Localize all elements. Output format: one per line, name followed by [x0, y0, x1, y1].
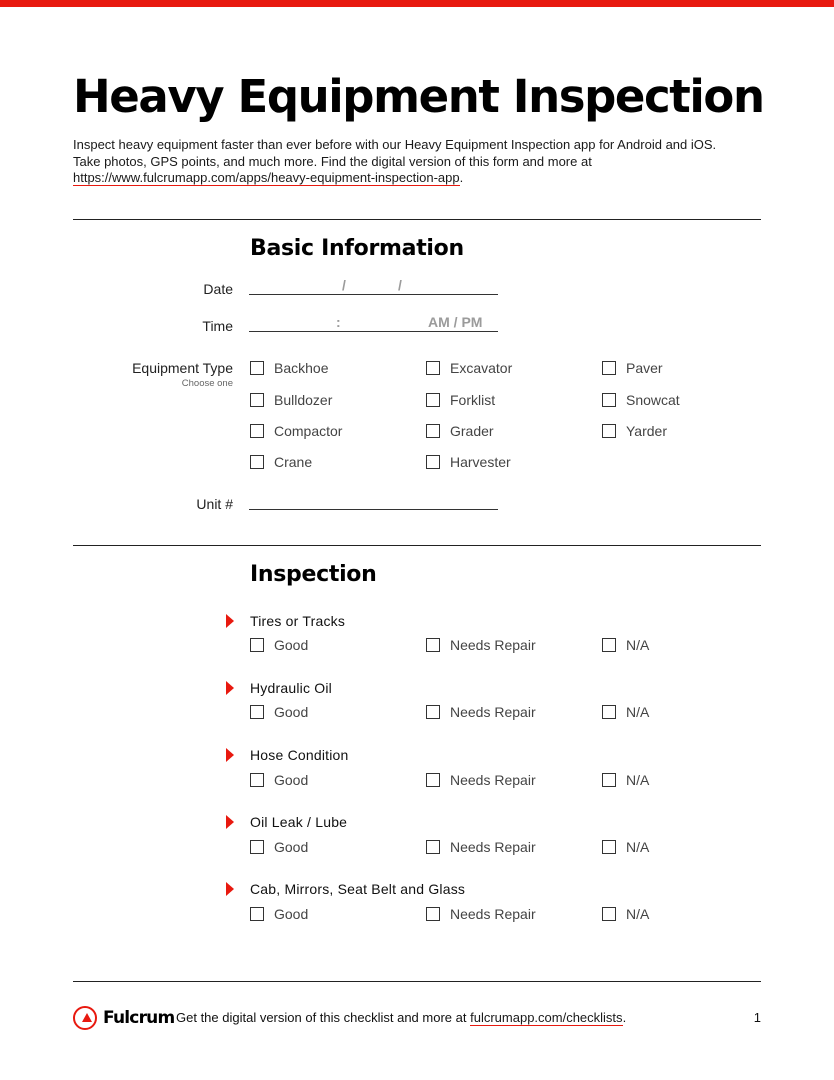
unit-label: Unit #	[196, 496, 233, 512]
app-link[interactable]: https://www.fulcrumapp.com/apps/heavy-equipment-inspection-app	[73, 170, 460, 185]
checkbox[interactable]	[250, 455, 264, 469]
checkbox[interactable]	[250, 840, 264, 854]
checkbox[interactable]	[602, 773, 616, 787]
checkbox[interactable]	[602, 361, 616, 375]
checkbox[interactable]	[602, 907, 616, 921]
date-field[interactable]	[249, 294, 498, 295]
checkbox[interactable]	[426, 424, 440, 438]
top-accent-bar	[0, 0, 834, 7]
checkbox[interactable]	[250, 361, 264, 375]
date-separator: /	[398, 277, 402, 293]
time-separator: :	[336, 314, 341, 330]
bullet-arrow-icon	[226, 614, 234, 628]
checkbox[interactable]	[250, 705, 264, 719]
date-label: Date	[203, 281, 233, 297]
page-number: 1	[753, 1010, 761, 1025]
page-title: Heavy Equipment Inspection	[73, 70, 764, 123]
checkbox[interactable]	[602, 840, 616, 854]
checkbox[interactable]	[426, 907, 440, 921]
time-field[interactable]	[249, 331, 498, 332]
logo-triangle	[82, 1013, 92, 1022]
checklists-link[interactable]: fulcrumapp.com/checklists	[470, 1010, 623, 1025]
footer	[73, 1006, 761, 1032]
ampm-hint: AM / PM	[428, 314, 483, 330]
checkbox[interactable]	[250, 907, 264, 921]
intro-line-2: Take photos, GPS points, and much more. Find the digital version of this form and more at	[73, 153, 592, 169]
intro-period: .	[459, 170, 464, 185]
bullet-arrow-icon	[226, 815, 234, 829]
inspection-item-title: Cab, Mirrors, Seat Belt and Glass	[250, 881, 466, 897]
checkbox[interactable]	[602, 393, 616, 407]
section-divider	[73, 219, 761, 220]
bullet-arrow-icon	[226, 882, 234, 896]
checkbox[interactable]	[250, 638, 264, 652]
date-separator: /	[342, 277, 346, 293]
checkbox[interactable]	[250, 393, 264, 407]
intro-line-3	[73, 170, 763, 187]
inspection-item-title: Oil Leak / Lube	[250, 814, 348, 830]
checkbox[interactable]	[602, 424, 616, 438]
checkbox[interactable]	[426, 773, 440, 787]
inspection-item-title: Hose Condition	[250, 747, 349, 763]
equipment-type-hint: Choose one	[181, 378, 233, 389]
checkbox[interactable]	[250, 773, 264, 787]
time-label: Time	[202, 318, 233, 334]
checkbox[interactable]	[426, 455, 440, 469]
inspection-item-title: Hydraulic Oil	[250, 680, 332, 696]
checkbox[interactable]	[602, 705, 616, 719]
checkbox[interactable]	[426, 393, 440, 407]
bullet-arrow-icon	[226, 748, 234, 762]
checkbox[interactable]	[426, 638, 440, 652]
checkbox[interactable]	[426, 361, 440, 375]
inspection-item-title: Tires or Tracks	[250, 613, 346, 629]
checkbox[interactable]	[602, 638, 616, 652]
checkbox[interactable]	[426, 840, 440, 854]
section-divider	[73, 545, 761, 546]
fulcrum-logo-icon	[73, 1006, 97, 1030]
footer-text	[176, 1010, 626, 1025]
footer-message: Get the digital version of this checklist and more at	[176, 1010, 467, 1025]
equipment-type-label: Equipment Type	[132, 360, 233, 376]
footer-divider	[73, 981, 761, 982]
footer-period: .	[622, 1010, 627, 1025]
bullet-arrow-icon	[226, 681, 234, 695]
fulcrum-logo-text: Fulcrum	[103, 1008, 175, 1028]
intro-paragraph	[73, 137, 763, 187]
unit-field[interactable]	[249, 509, 498, 510]
basic-info-heading: Basic Information	[250, 236, 464, 261]
checkbox[interactable]	[426, 705, 440, 719]
intro-line-1: Inspect heavy equipment faster than ever before with our Heavy Equipment Inspection app for Android and iOS.	[73, 137, 717, 152]
checkbox[interactable]	[250, 424, 264, 438]
inspection-heading: Inspection	[250, 562, 377, 587]
